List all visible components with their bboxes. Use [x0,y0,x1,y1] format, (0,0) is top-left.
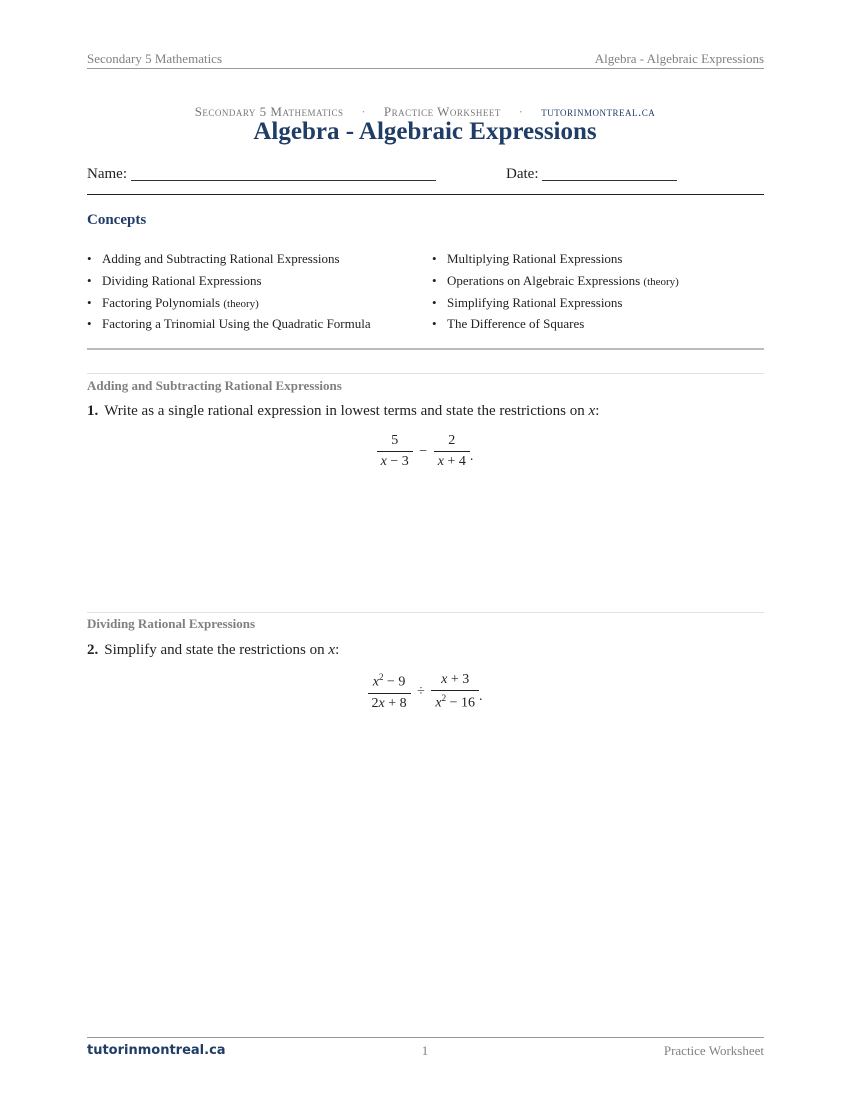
fraction: $\frac{5}{x - 3}$ [377,433,413,470]
banner-separator: · [361,104,367,119]
section-heading: Dividing Rational Expressions [87,616,256,631]
banner-site: tutorinmontreal.ca [541,104,656,119]
fraction: $\frac{2}{x + 4}$ [434,433,470,470]
banner-type: Practice Worksheet [383,104,501,119]
footer-label: Practice Worksheet [663,1043,764,1058]
list-item: • Multiplying Rational Expressions [432,248,679,270]
running-head-course: Secondary 5 Mathematics [87,51,223,66]
list-item: • Dividing Rational Expressions [87,270,371,292]
banner-separator: · [518,104,524,119]
list-item: • The Difference of Squares [432,313,679,335]
section-divider [87,612,764,613]
question-2-expression: $\frac{x^2 - 9}{2x + 8}$ ÷ $\frac{x + 3}{x^2 - 16}$ . [0,672,850,712]
concepts-heading: Concepts [87,212,147,228]
banner-course: Secondary 5 Mathematics [194,104,344,119]
concepts-list-right [432,248,679,335]
footer-divider [87,1037,764,1038]
list-item: • Factoring Polynomials (theory) [87,292,371,314]
page-number: 1 [421,1043,429,1058]
question-number: 2. [87,642,99,658]
name-field [87,166,436,183]
list-item: • Factoring a Trinomial Using the Quadratic Formula [87,313,371,335]
concepts-divider [87,348,764,350]
question-2: 2. Simplify and state the restrictions on x: [87,642,340,658]
name-blank-line[interactable] [131,180,436,181]
theory-tag: (theory) [643,275,679,288]
fraction: $\frac{x^2 - 9}{2x + 8}$ [368,672,411,712]
question-1-expression: $\frac{5}{x - 3}$ − $\frac{2}{x + 4}$ . [0,433,850,470]
section-divider [87,373,764,374]
date-field [506,166,677,183]
minus-operator: − [419,443,428,459]
fraction: $\frac{x + 3}{x^2 - 16}$ [431,672,479,712]
running-head [87,50,764,69]
date-label: Date: [506,166,539,182]
running-head-topic: Algebra - Algebraic Expressions [594,51,764,66]
footer-site: tutorinmontreal.ca [87,1043,226,1058]
date-blank-line[interactable] [542,180,677,181]
name-label: Name: [87,166,127,182]
question-prompt: Write as a single rational expression in lowest terms and state the restrictions on [104,403,585,419]
list-item: • Adding and Subtracting Rational Expressions [87,248,371,270]
divide-operator: ÷ [417,683,425,699]
list-item: • Operations on Algebraic Expressions (theory) [432,270,679,292]
list-item: • Simplifying Rational Expressions [432,292,679,314]
question-1: 1. Write as a single rational expression in lowest terms and state the restrictions on x: [87,403,600,419]
concepts-list-left [87,248,371,335]
question-prompt: Simplify and state the restrictions on [104,642,325,658]
section-heading: Adding and Subtracting Rational Expressions [87,378,342,393]
header-divider [87,194,764,195]
page-title: Algebra - Algebraic Expressions [253,118,597,145]
theory-tag: (theory) [223,297,259,310]
question-number: 1. [87,403,99,419]
